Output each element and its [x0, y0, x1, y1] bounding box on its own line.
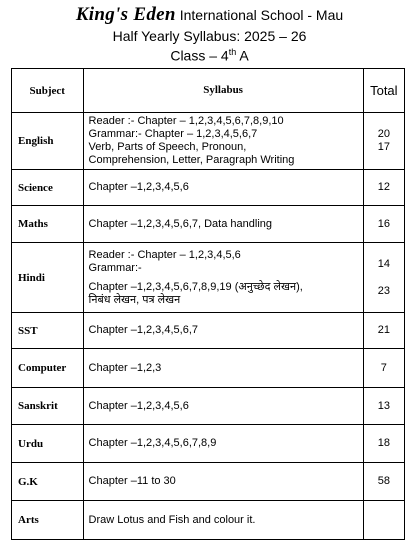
class-sup: th — [228, 47, 237, 57]
subject-cell: Arts — [12, 501, 84, 540]
header-subject: Subject — [12, 69, 84, 113]
syllabus-line: Reader :- Chapter – 1,2,3,4,5,6 — [88, 248, 241, 261]
subject-cell: Maths — [12, 206, 84, 243]
table-row — [12, 349, 405, 388]
syllabus-line: Verb, Parts of Speech, Pronoun, — [88, 141, 247, 153]
syllabus-line: Chapter –1,2,3,4,5,6,7,8,9,19 (अनुच्छेद लेखन), — [88, 280, 303, 293]
subject-cell: Sanskrit — [12, 388, 84, 425]
syllabus-title: Half Yearly Syllabus: 2025 – 26 — [112, 28, 307, 44]
total-cell: 21 — [363, 313, 404, 349]
table-row — [12, 113, 405, 170]
table-row — [12, 463, 405, 501]
table-header-row — [12, 69, 405, 113]
total-cell: 18 — [363, 425, 404, 463]
table-row — [12, 170, 405, 206]
syllabus-cell: Chapter –1,2,3,4,5,6 — [83, 388, 363, 425]
syllabus-line: Comprehension, Letter, Paragraph Writing — [88, 154, 295, 166]
syllabus-cell: Chapter –1,2,3 — [83, 349, 363, 388]
class-label — [0, 47, 419, 64]
brand-logotype: King's Eden — [75, 4, 176, 25]
syllabus-cell: Chapter –1,2,3,4,5,6,7 — [83, 313, 363, 349]
total-cell: 13 — [363, 388, 404, 425]
table-row — [12, 425, 405, 463]
total-cell: 7 — [363, 349, 404, 388]
total-value: 20 — [377, 128, 390, 140]
total-cell: 58 — [363, 463, 404, 501]
total-cell — [363, 243, 404, 313]
total-cell — [363, 501, 404, 540]
syllabus-cell: Chapter –1,2,3,4,5,6 — [83, 170, 363, 206]
syllabus-line: Grammar:- Chapter – 1,2,3,4,5,6,7 — [88, 128, 258, 140]
total-value: 14 — [377, 257, 390, 270]
subject-cell: Science — [12, 170, 84, 206]
header-syllabus: Syllabus — [83, 69, 363, 113]
syllabus-cell: Draw Lotus and Fish and colour it. — [83, 501, 363, 540]
school-name — [0, 4, 419, 26]
subject-cell: G.K — [12, 463, 84, 501]
school-name-rest: International School - Mau — [179, 7, 344, 23]
table-row — [12, 313, 405, 349]
total-cell — [363, 113, 404, 170]
subject-cell: Urdu — [12, 425, 84, 463]
line-gap — [364, 271, 404, 285]
total-cell: 12 — [363, 170, 404, 206]
total-value: 23 — [377, 284, 390, 297]
table-row — [12, 243, 405, 313]
subject-cell: Computer — [12, 349, 84, 388]
syllabus-table — [11, 68, 405, 540]
subject-cell: Hindi — [12, 243, 84, 313]
total-cell: 16 — [363, 206, 404, 243]
table-row — [12, 206, 405, 243]
subject-cell: SST — [12, 313, 84, 349]
syllabus-cell: Chapter –1,2,3,4,5,6,7,8,9 — [83, 425, 363, 463]
class-suffix: A — [236, 47, 249, 64]
syllabus-line: Grammar:- — [88, 261, 142, 274]
syllabus-cell: Chapter –1,2,3,4,5,6,7, Data handling — [83, 206, 363, 243]
total-value: 17 — [377, 141, 390, 153]
syllabus-cell — [83, 113, 363, 170]
class-prefix: Class – 4 — [170, 47, 229, 64]
table-row — [12, 501, 405, 540]
syllabus-cell: Chapter –11 to 30 — [83, 463, 363, 501]
syllabus-line: निबंध लेखन, पत्र लेखन — [88, 293, 181, 306]
header-total: Total — [363, 69, 404, 113]
table-row — [12, 388, 405, 425]
subject-cell: English — [12, 113, 84, 170]
syllabus-line: Reader :- Chapter – 1,2,3,4,5,6,7,8,9,10 — [88, 115, 284, 127]
syllabus-cell — [83, 243, 363, 313]
